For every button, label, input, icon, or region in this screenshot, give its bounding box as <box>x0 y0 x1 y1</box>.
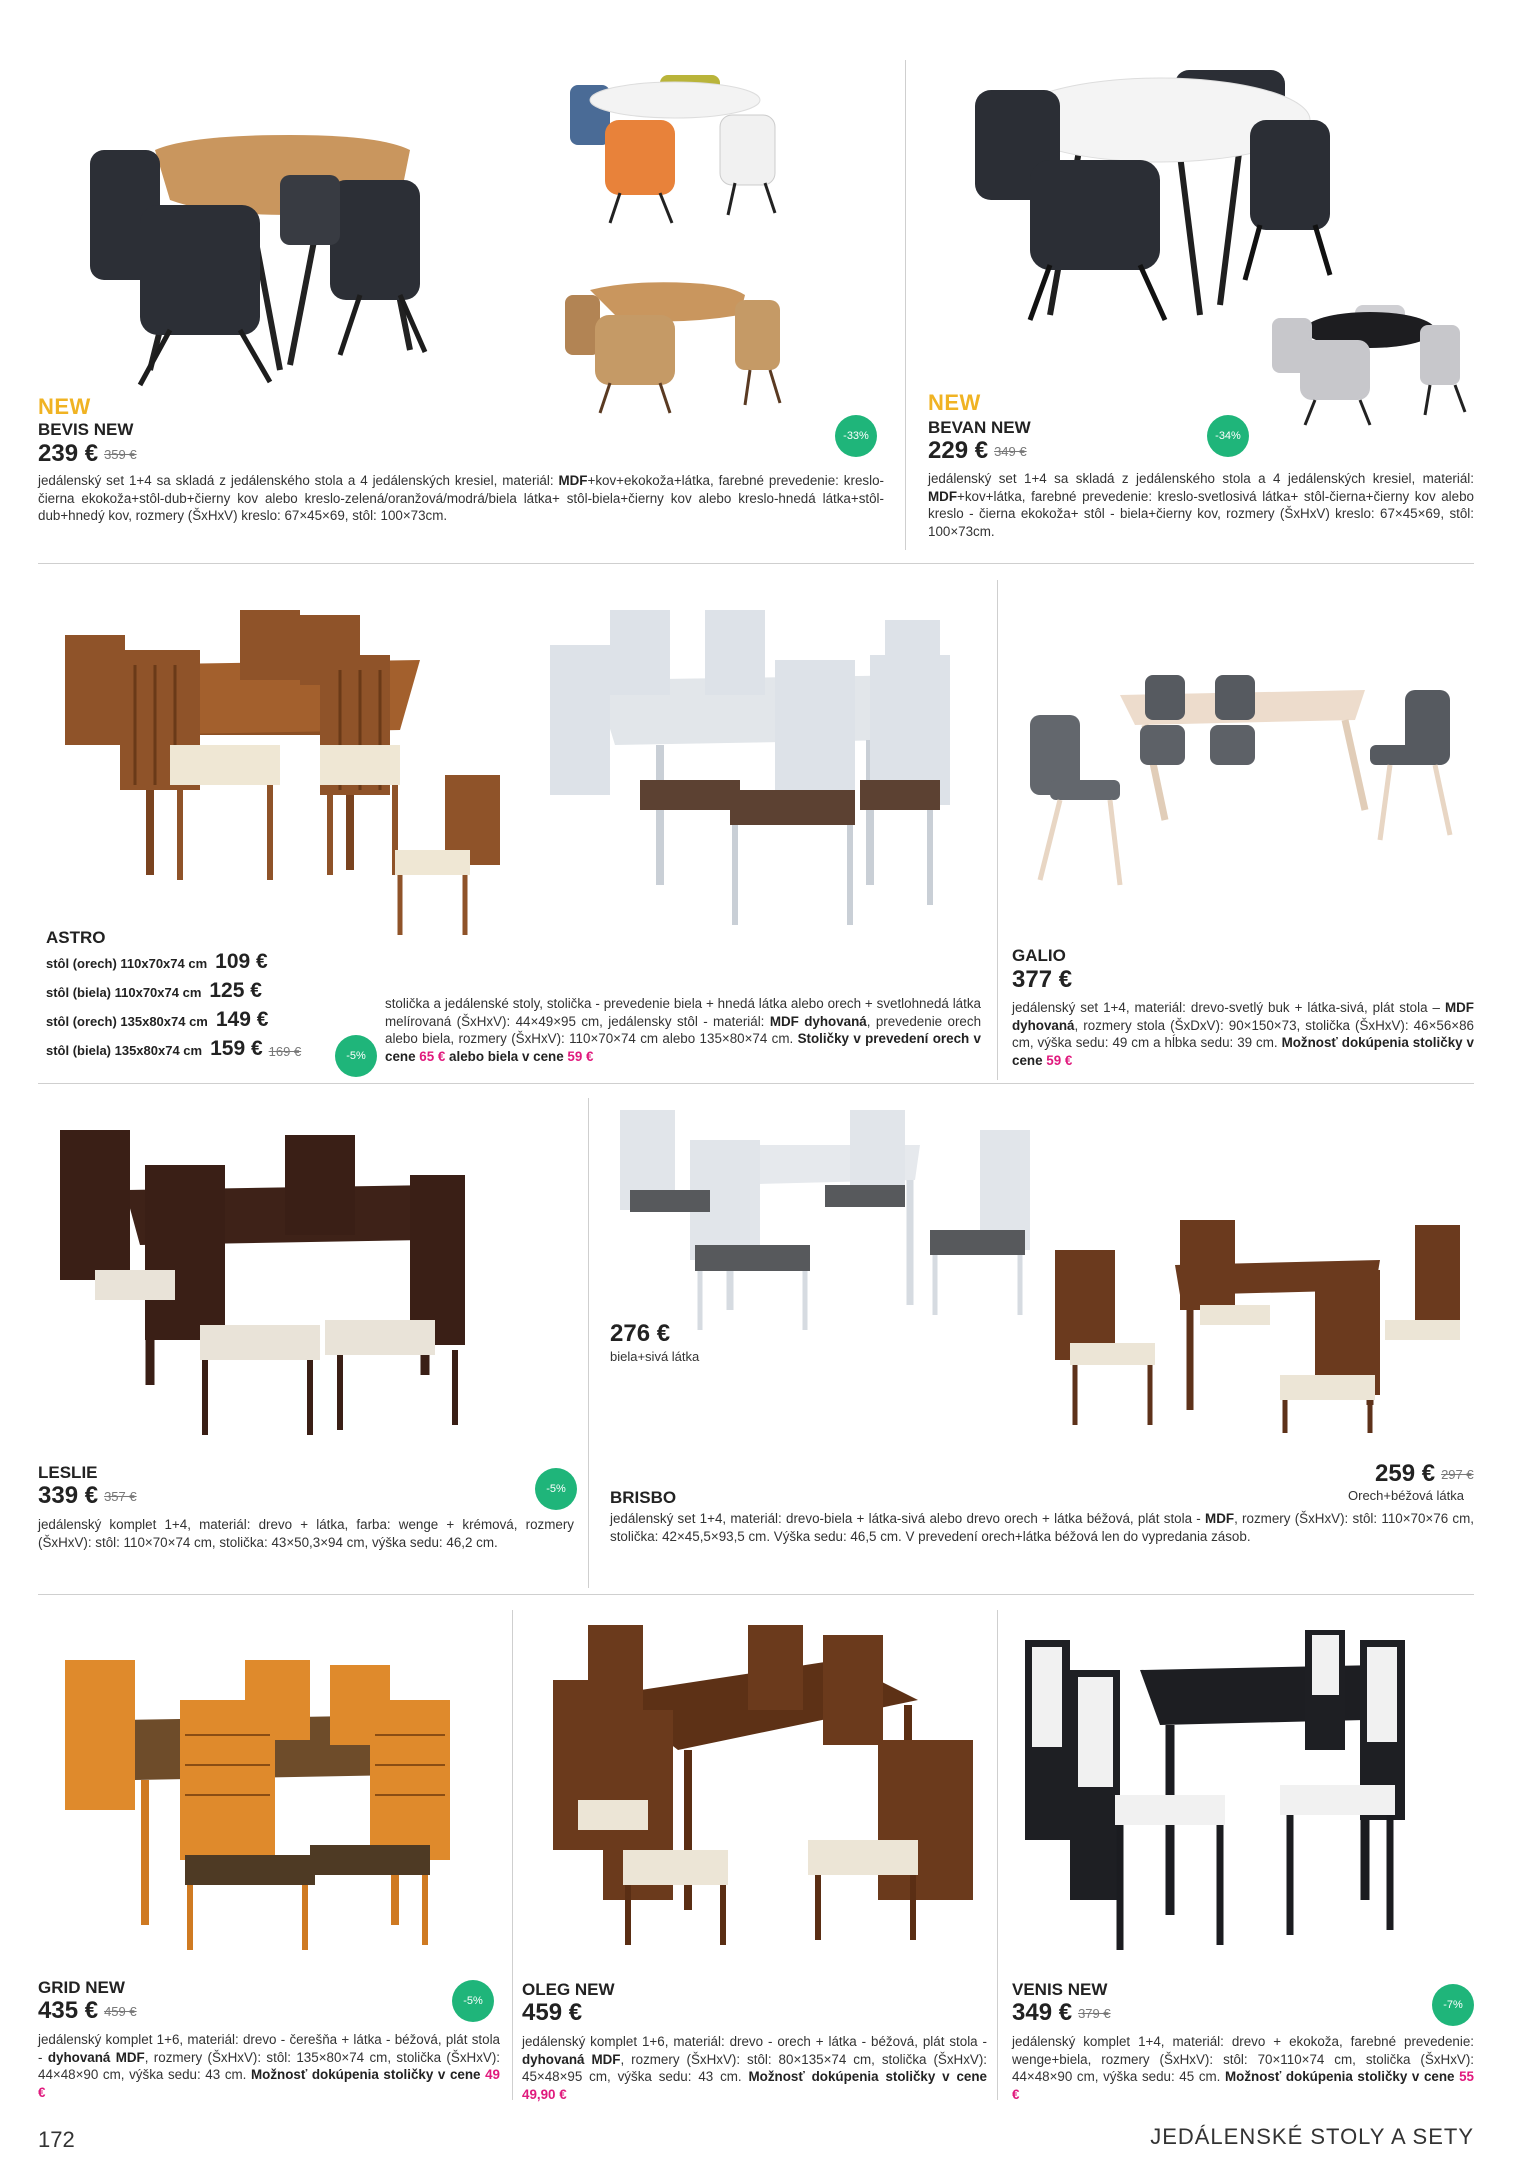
divider <box>588 1098 589 1588</box>
variant-price: 109 € <box>215 950 268 973</box>
product-price: 239 € 359 € <box>38 440 137 467</box>
product-name: GRID NEW <box>38 1978 125 1997</box>
product-description: jedálenský komplet 1+4, materiál: drevo + ekokoža, farebné prevedenie: wenge+biela, rozmery (ŠxHxV): stôl: 70×110×74 cm, stolička (ŠxHxV): 44×48×90 cm, výška sedu: 45 cm. Možnosť dokúpenia stoličky v cene 55 € <box>1012 2034 1474 2102</box>
bevan-grey-photo <box>1270 300 1470 430</box>
variant-price: 149 € <box>215 1008 269 1031</box>
divider <box>512 1610 513 2100</box>
product-description: jedálenský set 1+4 sa skladá z jedálenského stola a 4 jedálenských kresiel, materiál: MDF+kov+ekokoža+látka, farebné prevedenie: kreslo-čierna ekokoža+stôl-dub+čierny kov alebo kreslo-zelená/oranžová/modrá/biela látka+ stôl-biela+čierny kov alebo kreslo-hnedá látka+stôl-dub+hnedý kov, rozmery (ŠxHxV) kreslo: 67×45×69, stôl: 100×73cm. <box>38 473 884 523</box>
divider <box>997 580 998 1080</box>
variant-label: Orech+béžová látka <box>1348 1488 1464 1503</box>
variant-row: stôl (orech) 110x70x74 cm 109 € <box>46 950 268 973</box>
old-price: 379 € <box>1078 2006 1111 2022</box>
discount-badge: -5% <box>452 1980 494 2022</box>
product-price: 459 € <box>522 1999 583 2026</box>
product-description: jedálenský set 1+4 sa skladá z jedálenského stola a 4 jedálenských kresiel, materiál: MDF+kov+látka, farebné prevedenie: kreslo-svetlosivá látka+ stôl-čierna+čierny kov alebo kreslo - čierna ekokoža+ stôl - biela+čierny kov, rozmery (ŠxHxV) kreslo: 67×45×69, stôl: 100×73cm. <box>928 471 1474 539</box>
brisbo-walnut-photo <box>1050 1215 1470 1435</box>
discount-badge: -5% <box>535 1468 577 1510</box>
discount-badge: -34% <box>1207 415 1249 457</box>
product-name: BRISBO <box>610 1488 677 1507</box>
new-tag: NEW <box>928 390 981 415</box>
product-price: 349 € 379 € <box>1012 1999 1111 2026</box>
divider <box>997 1610 998 2100</box>
bevis-main-photo <box>80 120 460 390</box>
product-name: GALIO <box>1012 946 1066 965</box>
old-price: 349 € <box>994 444 1027 460</box>
variant-price: 125 € <box>209 979 262 1002</box>
product-description: stolička a jedálenské stoly, stolička - prevedenie biela + hnedá látka alebo orech + svetlohnedá látka melírovaná (ŠxHxV): 44×49×95 cm, jedálensky stôl - materiál: MDF dyhovaná, prevedenie orech alebo biela, rozmery (ŠxHxV): 110×70×74 cm alebo 135×80×74 cm. Stoličky v prevedení orech v cene 65 € alebo biela v cene 59 € <box>385 996 982 1064</box>
old-price: 297 € <box>1441 1467 1474 1483</box>
product-price: 377 € <box>1012 966 1073 993</box>
new-tag: NEW <box>38 394 91 419</box>
product-name: BEVIS NEW <box>38 420 134 439</box>
venis-photo <box>1020 1625 1460 1960</box>
product-description: jedálenský set 1+4, materiál: drevo-biela + látka-sivá alebo drevo orech + látka béžová, plát stola - MDF, rozmery (ŠxHxV): stôl: 110×70×76 cm, stolička: 42×45,5×93,5 cm. Výška sedu: 46,5 cm. V prevedení orech+látka béžová len do vypredania zásob. <box>610 1511 1474 1544</box>
variant-label: biela+sivá látka <box>610 1349 700 1364</box>
product-name: LESLIE <box>38 1463 98 1482</box>
old-price: 357 € <box>104 1489 137 1505</box>
variant-row: stôl (orech) 135x80x74 cm 149 € <box>46 1008 269 1031</box>
product-price: 276 € <box>610 1320 671 1347</box>
grid-photo <box>55 1655 485 1955</box>
old-price: 359 € <box>104 447 137 463</box>
product-name: ASTRO <box>46 928 106 947</box>
discount-badge: -33% <box>835 415 877 457</box>
product-description: jedálenský set 1+4, materiál: drevo-svetlý buk + látka-sivá, plát stola – MDF dyhovaná, rozmery stola (ŠxDxV): 90×150×73, stolička (ŠxHxV): 46×56×86 cm, výška sedu: 49 cm a hĺbka sedu: 39 cm. Možnosť dokúpenia stoličky v cene 59 € <box>1012 1000 1475 1068</box>
divider <box>905 60 906 550</box>
section-title: JEDÁLENSKÉ STOLY A SETY <box>1150 2124 1474 2149</box>
product-price: 339 € 357 € <box>38 1482 137 1509</box>
leslie-photo <box>55 1125 515 1445</box>
old-price: 459 € <box>104 2004 137 2020</box>
product-description: jedálenský komplet 1+4, materiál: drevo + látka, farba: wenge + krémová, rozmery (ŠxHxV): stôl: 110×70×74 cm, stolička: 43×50,3×94 cm, výška sedu: 46,2 cm. <box>38 1517 574 1550</box>
bevan-main-photo <box>960 65 1340 325</box>
divider <box>38 563 1474 564</box>
product-price: 229 € 349 € <box>928 437 1027 464</box>
discount-badge: -7% <box>1432 1984 1474 2026</box>
variant-price: 159 € <box>210 1037 263 1060</box>
product-description: jedálenský komplet 1+6, materiál: drevo - čerešňa + látka - béžová, plát stola - dyhovaná MDF, rozmery (ŠxHxV): stôl: 135×80×74 cm, stolička (ŠxHxV): 44×48×90 cm, výška sedu: 43 cm. Možnosť dokúpenia stoličky v cene 49 € <box>38 2032 500 2100</box>
astro-walnut-photo <box>60 605 510 955</box>
product-price: 259 € 297 € <box>1375 1460 1474 1487</box>
galio-photo <box>1020 670 1470 890</box>
oleg-photo <box>548 1620 988 1950</box>
brisbo-white-photo <box>615 1105 1035 1335</box>
discount-badge: -5% <box>335 1035 377 1077</box>
old-price: 169 € <box>268 1044 302 1060</box>
product-name: BEVAN NEW <box>928 418 1031 437</box>
astro-white-photo <box>540 605 980 935</box>
product-name: OLEG NEW <box>522 1980 615 1999</box>
product-price: 435 € 459 € <box>38 1997 137 2024</box>
product-name: VENIS NEW <box>1012 1980 1108 1999</box>
divider <box>38 1083 1474 1084</box>
divider <box>38 1594 1474 1595</box>
page-number: 172 <box>38 2127 75 2152</box>
bevis-brown-photo <box>560 275 790 415</box>
variant-row: stôl (biela) 110x70x74 cm 125 € <box>46 979 262 1002</box>
bevis-color-photo <box>560 75 790 225</box>
variant-row: stôl (biela) 135x80x74 cm 159 € 169 € <box>46 1037 302 1060</box>
product-description: jedálenský komplet 1+6, materiál: drevo - orech + látka - béžová, plát stola - dyhovaná MDF, rozmery (ŠxHxV): stôl: 80×135×74 cm, stolička (ŠxHxV): 45×48×95 cm, výška sedu: 43 cm. Možnosť dokúpenia stoličky v cene 49,90 € <box>522 2034 988 2102</box>
